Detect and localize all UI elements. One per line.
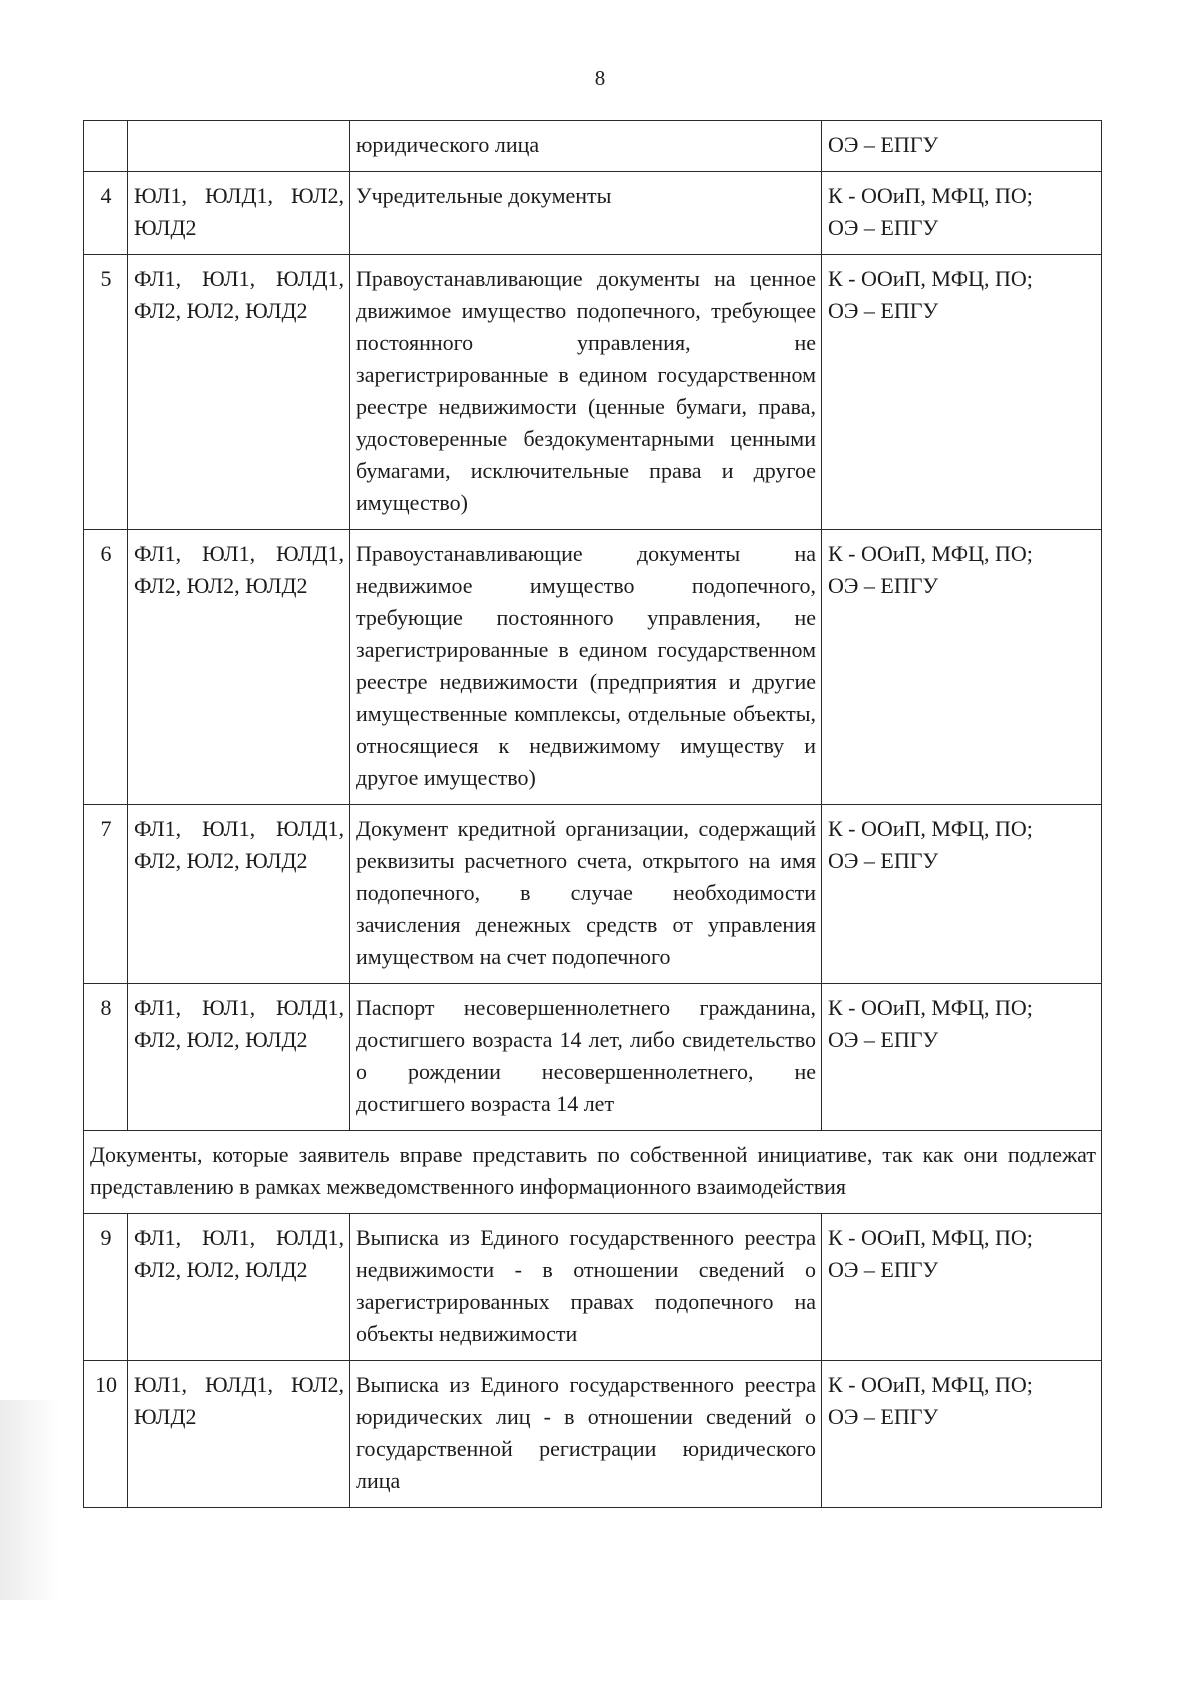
applicant-codes: ФЛ1, ЮЛ1, ЮЛД1, ФЛ2, ЮЛ2, ЮЛД2 xyxy=(128,1214,350,1361)
row-number: 8 xyxy=(84,984,128,1131)
table-row xyxy=(84,805,1102,984)
row-number: 9 xyxy=(84,1214,128,1361)
table-row xyxy=(84,530,1102,805)
row-number: 6 xyxy=(84,530,128,805)
document-description: Выписка из Единого государственного реестра недвижимости - в отношении сведений о зарегистрированных правах подопечного на объекты недвижимости xyxy=(350,1214,822,1361)
applicant-codes: ЮЛ1, ЮЛД1, ЮЛ2, ЮЛД2 xyxy=(128,172,350,255)
table-row xyxy=(84,984,1102,1131)
submission-method: К - ООиП, МФЦ, ПО; ОЭ – ЕПГУ xyxy=(822,255,1102,530)
row-number: 7 xyxy=(84,805,128,984)
document-description: Учредительные документы xyxy=(350,172,822,255)
document-description: Правоустанавливающие документы на ценное движимое имущество подопечного, требующее постоянного управления, не зарегистрированные в едином государственном реестре недвижимости (ценные бумаги, права, удостоверенные бездокументарными ценными бумагами, исключительные права и другое имущество) xyxy=(350,255,822,530)
document-description: Документ кредитной организации, содержащий реквизиты расчетного счета, открытого на имя подопечного, в случае необходимости зачисления денежных средств от управления имуществом на счет подопечного xyxy=(350,805,822,984)
row-number: 10 xyxy=(84,1361,128,1508)
documents-table xyxy=(83,120,1102,1508)
applicant-codes: ФЛ1, ЮЛ1, ЮЛД1, ФЛ2, ЮЛ2, ЮЛД2 xyxy=(128,255,350,530)
submission-method: К - ООиП, МФЦ, ПО; ОЭ – ЕПГУ xyxy=(822,805,1102,984)
applicant-codes: ФЛ1, ЮЛ1, ЮЛД1, ФЛ2, ЮЛ2, ЮЛД2 xyxy=(128,530,350,805)
submission-method: К - ООиП, МФЦ, ПО; ОЭ – ЕПГУ xyxy=(822,172,1102,255)
table-row xyxy=(84,1214,1102,1361)
document-description: Выписка из Единого государственного реестра юридических лиц - в отношении сведений о государственной регистрации юридического лица xyxy=(350,1361,822,1508)
submission-method: К - ООиП, МФЦ, ПО; ОЭ – ЕПГУ xyxy=(822,1361,1102,1508)
scan-edge-shadow xyxy=(0,1400,60,1600)
applicant-codes xyxy=(128,121,350,172)
table-row xyxy=(84,121,1102,172)
row-number: 4 xyxy=(84,172,128,255)
table-row xyxy=(84,1361,1102,1508)
section-title: Документы, которые заявитель вправе представить по собственной инициативе, так как они подлежат представлению в рамках межведомственного информационного взаимодействия xyxy=(84,1131,1102,1214)
section-header-row xyxy=(84,1131,1102,1214)
table-row xyxy=(84,255,1102,530)
applicant-codes: ФЛ1, ЮЛ1, ЮЛД1, ФЛ2, ЮЛ2, ЮЛД2 xyxy=(128,805,350,984)
document-description: Правоустанавливающие документы на недвижимое имущество подопечного, требующие постоянного управления, не зарегистрированные в едином государственном реестре недвижимости (предприятия и другие имущественные комплексы, отдельные объекты, относящиеся к недвижимому имуществу и другое имущество) xyxy=(350,530,822,805)
page-number: 8 xyxy=(594,66,606,90)
document-description: юридического лица xyxy=(350,121,822,172)
submission-method: ОЭ – ЕПГУ xyxy=(822,121,1102,172)
applicant-codes: ФЛ1, ЮЛ1, ЮЛД1, ФЛ2, ЮЛ2, ЮЛД2 xyxy=(128,984,350,1131)
submission-method: К - ООиП, МФЦ, ПО; ОЭ – ЕПГУ xyxy=(822,984,1102,1131)
row-number xyxy=(84,121,128,172)
submission-method: К - ООиП, МФЦ, ПО; ОЭ – ЕПГУ xyxy=(822,1214,1102,1361)
row-number: 5 xyxy=(84,255,128,530)
submission-method: К - ООиП, МФЦ, ПО; ОЭ – ЕПГУ xyxy=(822,530,1102,805)
applicant-codes: ЮЛ1, ЮЛД1, ЮЛ2, ЮЛД2 xyxy=(128,1361,350,1508)
table-row xyxy=(84,172,1102,255)
document-description: Паспорт несовершеннолетнего гражданина, достигшего возраста 14 лет, либо свидетельство о рождении несовершеннолетнего, не достигшего возраста 14 лет xyxy=(350,984,822,1131)
